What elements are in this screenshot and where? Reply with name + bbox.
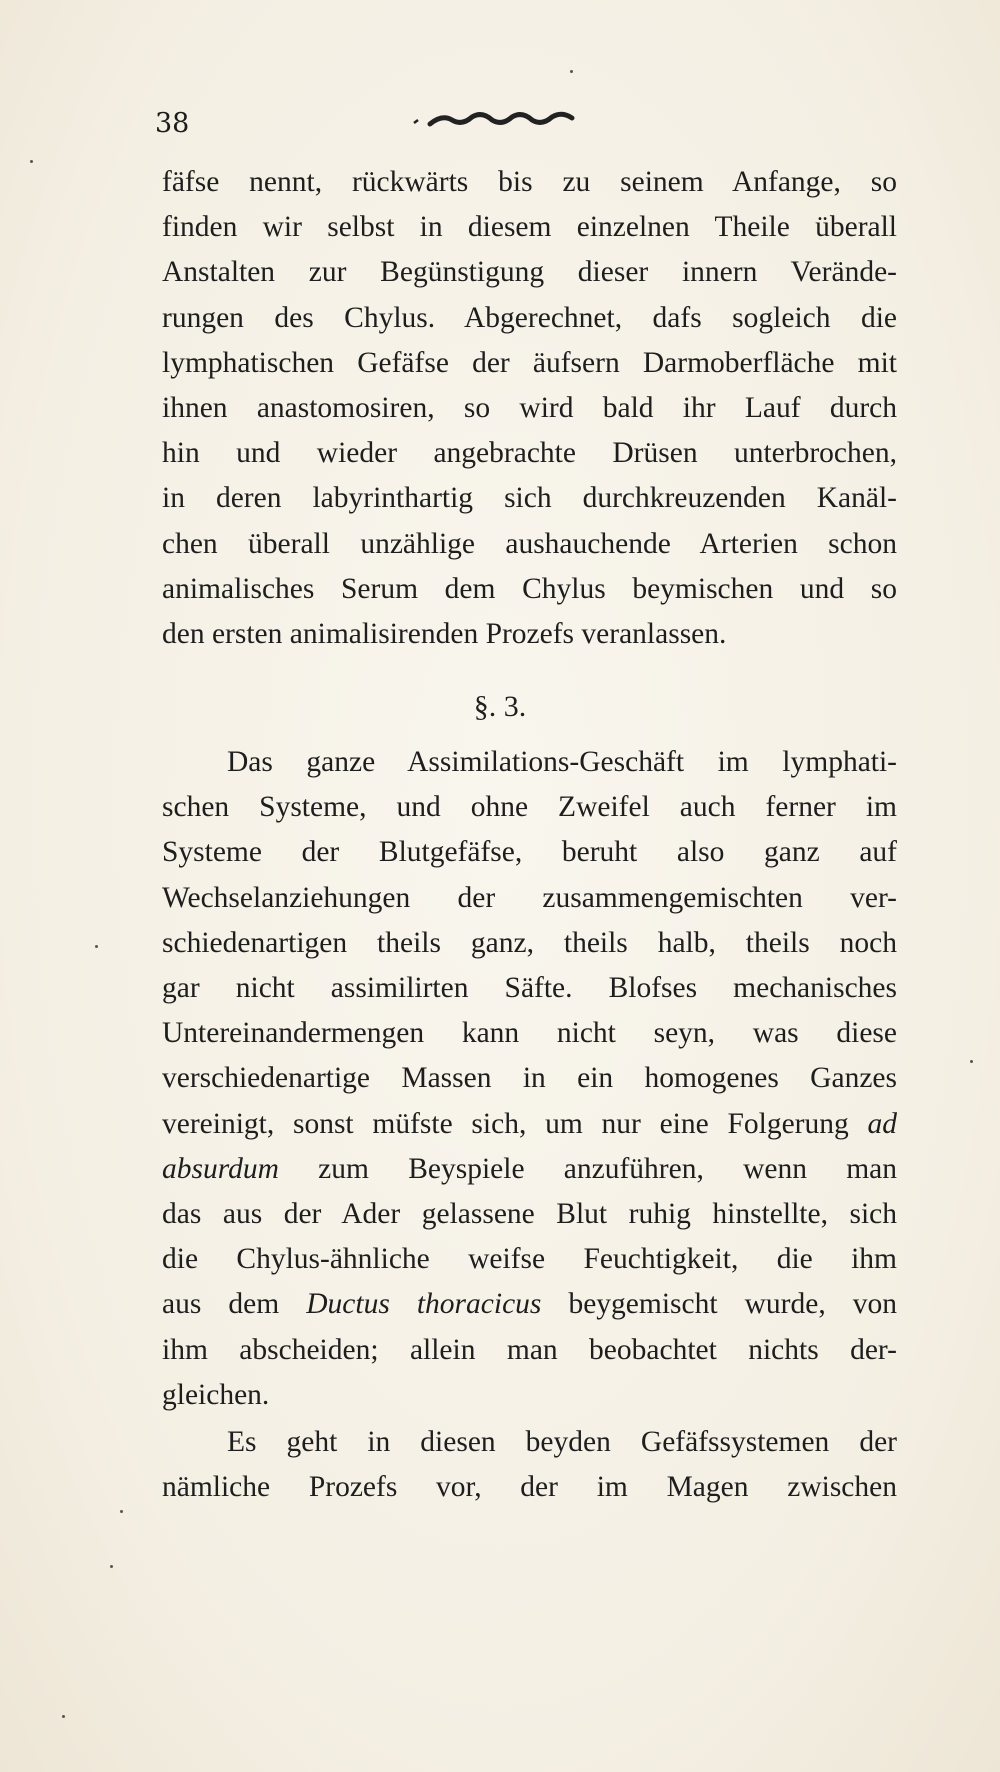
text-run: zum Beyspiele anzuführen, wenn man (318, 1152, 898, 1185)
paragraph-3 (162, 1420, 897, 1510)
text-line-with-italic (162, 1147, 897, 1192)
text-line: lymphatischen Gefäfse der äufsern Darmoberfläche mit (162, 346, 897, 379)
text-line: ihm abscheiden; allein man beobachtet nichts der- (162, 1333, 897, 1366)
text-line: nämliche Prozefs vor, der im Magen zwischen (162, 1471, 897, 1504)
text-line: rungen des Chylus. Abgerechnet, dafs sogleich die (162, 301, 897, 334)
text-line: finden wir selbst in diesem einzelnen Theile überall (162, 211, 897, 244)
text-line: Es geht in diesen beyden Gefäfssystemen der (227, 1426, 897, 1458)
paper-speck (570, 70, 573, 73)
section-heading: §. 3. (473, 690, 527, 723)
text-line: Untereinandermengen kann nicht seyn, was diese (162, 1017, 897, 1050)
text-line: die Chylus-ähnliche weifse Feuchtigkeit, die ihm (162, 1243, 897, 1276)
text-line: Anstalten zur Begünstigung dieser innern Verände- (162, 256, 897, 289)
text-line: chen überall unzählige aushauchende Arterien schon (162, 527, 897, 560)
text-line: gleichen. (162, 1378, 270, 1411)
text-line: verschiedenartige Massen in ein homogenes Ganzes (162, 1062, 897, 1095)
paper-speck (62, 1715, 65, 1718)
text-line: ihnen anastomosiren, so wird bald ihr Lauf durch (162, 392, 897, 425)
text-line: Wechselanziehungen der zusammengemischten ver- (162, 881, 897, 914)
paper-speck (110, 1565, 113, 1568)
text-line: den ersten animalisirenden Prozefs veranlassen. (162, 618, 727, 651)
paper-speck (95, 945, 98, 948)
text-line: Systeme der Blutgefäfse, beruht also ganz auf (162, 836, 897, 869)
text-line: gar nicht assimilirten Säfte. Blofses mechanisches (162, 972, 897, 1005)
text-line: schen Systeme, und ohne Zweifel auch ferner im (162, 791, 897, 824)
italic-term: absurdum (162, 1152, 279, 1185)
text-line-with-italic (162, 1102, 897, 1147)
text-line: fäfse nennt, rückwärts bis zu seinem Anfange, so (162, 166, 897, 198)
text-run: beygemischt wurde, von (568, 1288, 898, 1321)
text-run: vereinigt, sonst müfste sich, um nur eine Folgerung (162, 1107, 849, 1140)
text-line: in deren labyrinthartig sich durchkreuzenden Kanäl- (162, 482, 897, 515)
text-line-with-italic (162, 1282, 897, 1327)
paper-speck (120, 1510, 123, 1513)
paragraph-1 (162, 160, 897, 657)
italic-term: ad (867, 1107, 897, 1140)
page-number: 38 (155, 108, 190, 139)
page-header (150, 100, 910, 140)
paragraph-2 (162, 740, 897, 1418)
text-line: animalisches Serum dem Chylus beymischen und so (162, 572, 897, 605)
text-line: das aus der Ader gelassene Blut ruhig hinstellte, sich (162, 1198, 897, 1231)
text-line: Das ganze Assimilations-Geschäft im lymphati- (227, 746, 897, 778)
text-run: aus dem (162, 1288, 280, 1321)
italic-term: Ductus thoracicus (306, 1288, 542, 1321)
paper-speck (970, 1060, 973, 1063)
text-line: hin und wieder angebrachte Drüsen unterbrochen, (162, 437, 897, 470)
ornament-rule-icon (412, 108, 582, 130)
text-line: schiedenartigen theils ganz, theils halb, theils noch (162, 926, 897, 959)
paper-speck (30, 160, 33, 163)
